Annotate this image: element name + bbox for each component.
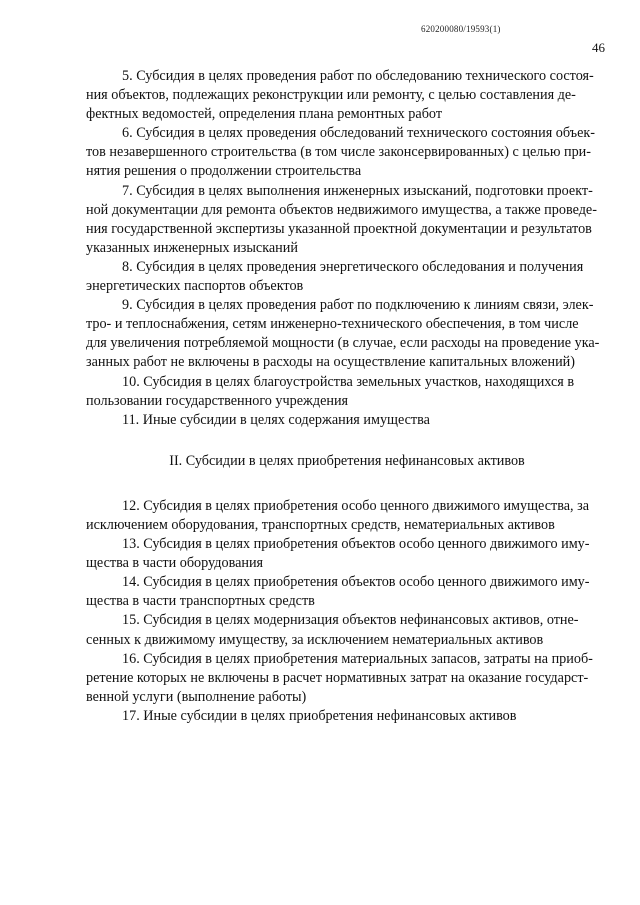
list-item: 11. Иные субсидии в целях содержания имущества [122, 411, 430, 428]
list-item: 5. Субсидия в целях проведения работ по обследованию технического состоя- ния объектов, подлежащих реконструкции или ремонту, с целью составления де- фектных ведомостей, определения плана ремонтных работ [86, 68, 594, 123]
document-body [86, 67, 608, 726]
page-number: 46 [592, 40, 605, 55]
list-item: 13. Субсидия в целях приобретения объектов особо ценного движимого иму- щества в части оборудования [86, 536, 590, 572]
list-item: 15. Субсидия в целях модернизация объектов нефинансовых активов, отне- сенных к движимому имуществу, за исключением нематериальных активов [86, 612, 579, 648]
list-item: 8. Субсидия в целях проведения энергетического обследования и получения энергетических паспортов объектов [86, 258, 584, 295]
section-heading: II. Субсидии в целях приобретения нефинансовых активов [169, 452, 525, 469]
list-item: 9. Субсидия в целях проведения работ по подключению к линиям связи, элек- тро- и теплоснабжения, сетям инженерно-технического обеспечения, в том числе для увеличения потребляемой мощности (в случае, если расходы на проведение ука- занных работ не включены в расходы на осуществление капитальных вложений) [86, 297, 600, 371]
list-item: 10. Субсидия в целях благоустройства земельных участков, находящихся в пользовании государственного учреждения [86, 373, 575, 409]
list-item: 6. Субсидия в целях проведения обследований технического состояния объек- тов незавершенного строительства (в том числе законсервированных) с целью при- нятия решения о продолжении строительства [86, 125, 596, 180]
list-item: 7. Субсидия в целях выполнения инженерных изысканий, подготовки проект- ной документации для ремонта объектов недвижимого имущества, а также проведе- ния государственной экспертизы указанной проектной документации и результатов указанных инженерных изысканий [86, 182, 597, 256]
document-id: 620200080/19593(1) [421, 24, 501, 34]
list-item: 14. Субсидия в целях приобретения объектов особо ценного движимого иму- щества в части транспортных средств [86, 574, 590, 610]
list-item: 17. Иные субсидии в целях приобретения нефинансовых активов [122, 707, 517, 724]
list-item: 16. Субсидия в целях приобретения материальных запасов, затраты на приоб- ретение которых не включены в расчет нормативных затрат на оказание государст- венной услуги (выполнение работы) [86, 650, 593, 705]
list-item: 12. Субсидия в целях приобретения особо ценного движимого имущества, за исключением оборудования, транспортных средств, нематериальных активов [86, 497, 590, 533]
